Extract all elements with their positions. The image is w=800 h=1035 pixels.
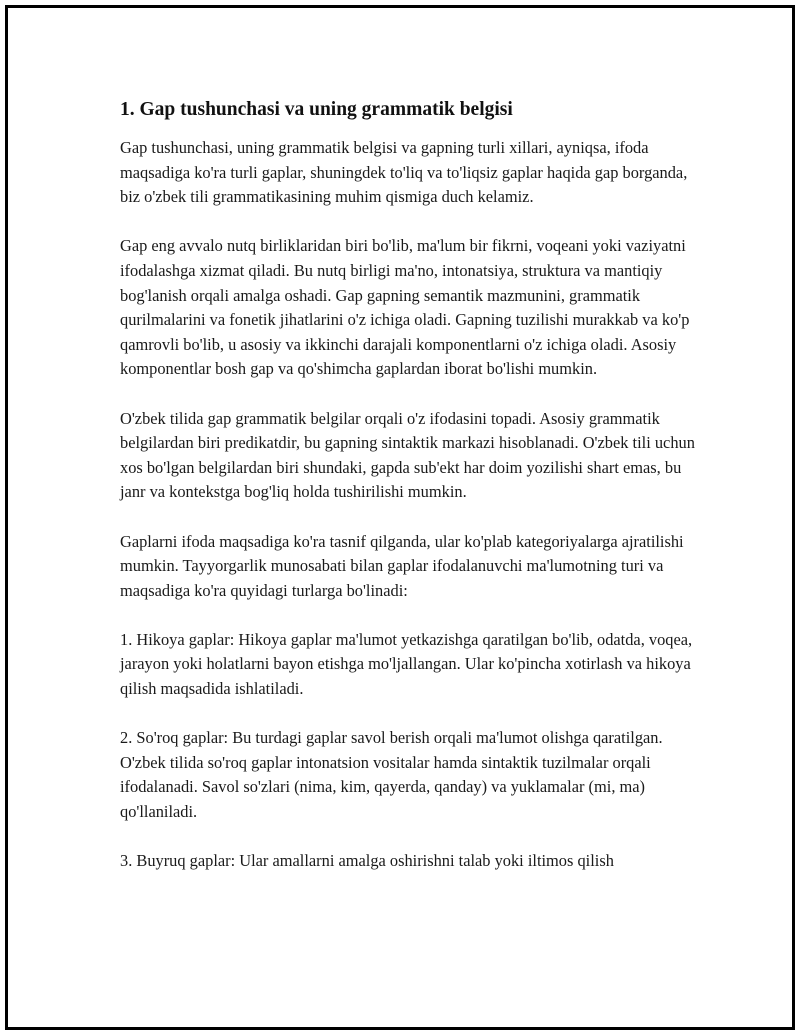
page-frame <box>5 5 795 1030</box>
paragraph-intro: Gap tushunchasi, uning grammatik belgisi va gapning turli xillari, ayniqsa, ifoda maqsadiga ko'ra turli gaplar, shuningdek to'liq va to'liqsiz gaplar haqida gap borganda, biz o'zbek tili grammatikasining muhim qismiga duch kelamiz. <box>120 138 688 207</box>
paragraph-classification: Gaplarni ifoda maqsadiga ko'ra tasnif qilganda, ular ko'plab kategoriyalarga ajratilishi mumkin. Tayyorgarlik munosabati bilan gaplar ifodalanuvchi ma'lumotning turi va maqsadiga ko'ra quyidagi turlarga bo'linadi: <box>120 531 684 600</box>
list-item-imperative-sentences: 3. Buyruq gaplar: Ular amallarni amalga oshirishni talab yoki iltimos qilish <box>120 851 614 871</box>
document-body <box>120 98 695 874</box>
section-heading: 1. Gap tushunchasi va uning grammatik belgisi <box>120 99 513 120</box>
paragraph-grammatical-features: O'zbek tilida gap grammatik belgilar orqali o'z ifodasini topadi. Asosiy grammatik belgilardan biri predikatdir, bu gapning sintaktik markazi hisoblanadi. O'zbek tili uchun xos bo'lgan belgilardan biri shundaki, gapda sub'ekt har doim yozilishi shart emas, bu janr va kontekstga bog'liq holda tushirilishi mumkin. <box>120 408 695 502</box>
list-item-interrogative-sentences: 2. So'roq gaplar: Bu turdagi gaplar savol berish orqali ma'lumot olishga qaratilgan. O'zbek tilida so'roq gaplar intonatsion vositalar hamda sintaktik tuzilmalar orqali ifodalanadi. Savol so'zlari (nima, kim, qayerda, qanday) va yuklamalar (mi, ma) qo'llaniladi. <box>120 728 663 822</box>
list-item-narrative-sentences: 1. Hikoya gaplar: Hikoya gaplar ma'lumot yetkazishga qaratilgan bo'lib, odatda, voqea, jarayon yoki holatlarni bayon etishga mo'ljallangan. Ular ko'pincha xotirlash va hikoya qilish maqsadida ishlatiladi. <box>120 629 693 699</box>
paragraph-definition: Gap eng avvalo nutq birliklaridan biri bo'lib, ma'lum bir fikrni, voqeani yoki vaziyatni ifodalashga xizmat qiladi. Bu nutq birligi ma'no, intonatsiya, struktura va mantiqiy bog'lanish orqali amalga oshadi. Gap gapning semantik mazmunini, grammatik qurilmalarini va fonetik jihatlarini o'z ichiga oladi. Gapning tuzilishi murakkab va ko'p qamrovli bo'lib, u asosiy va ikkinchi darajali komponentlarni o'z ichiga oladi. Asosiy komponentlar bosh gap va qo'shimcha gaplardan iborat bo'lishi mumkin. <box>120 236 690 379</box>
